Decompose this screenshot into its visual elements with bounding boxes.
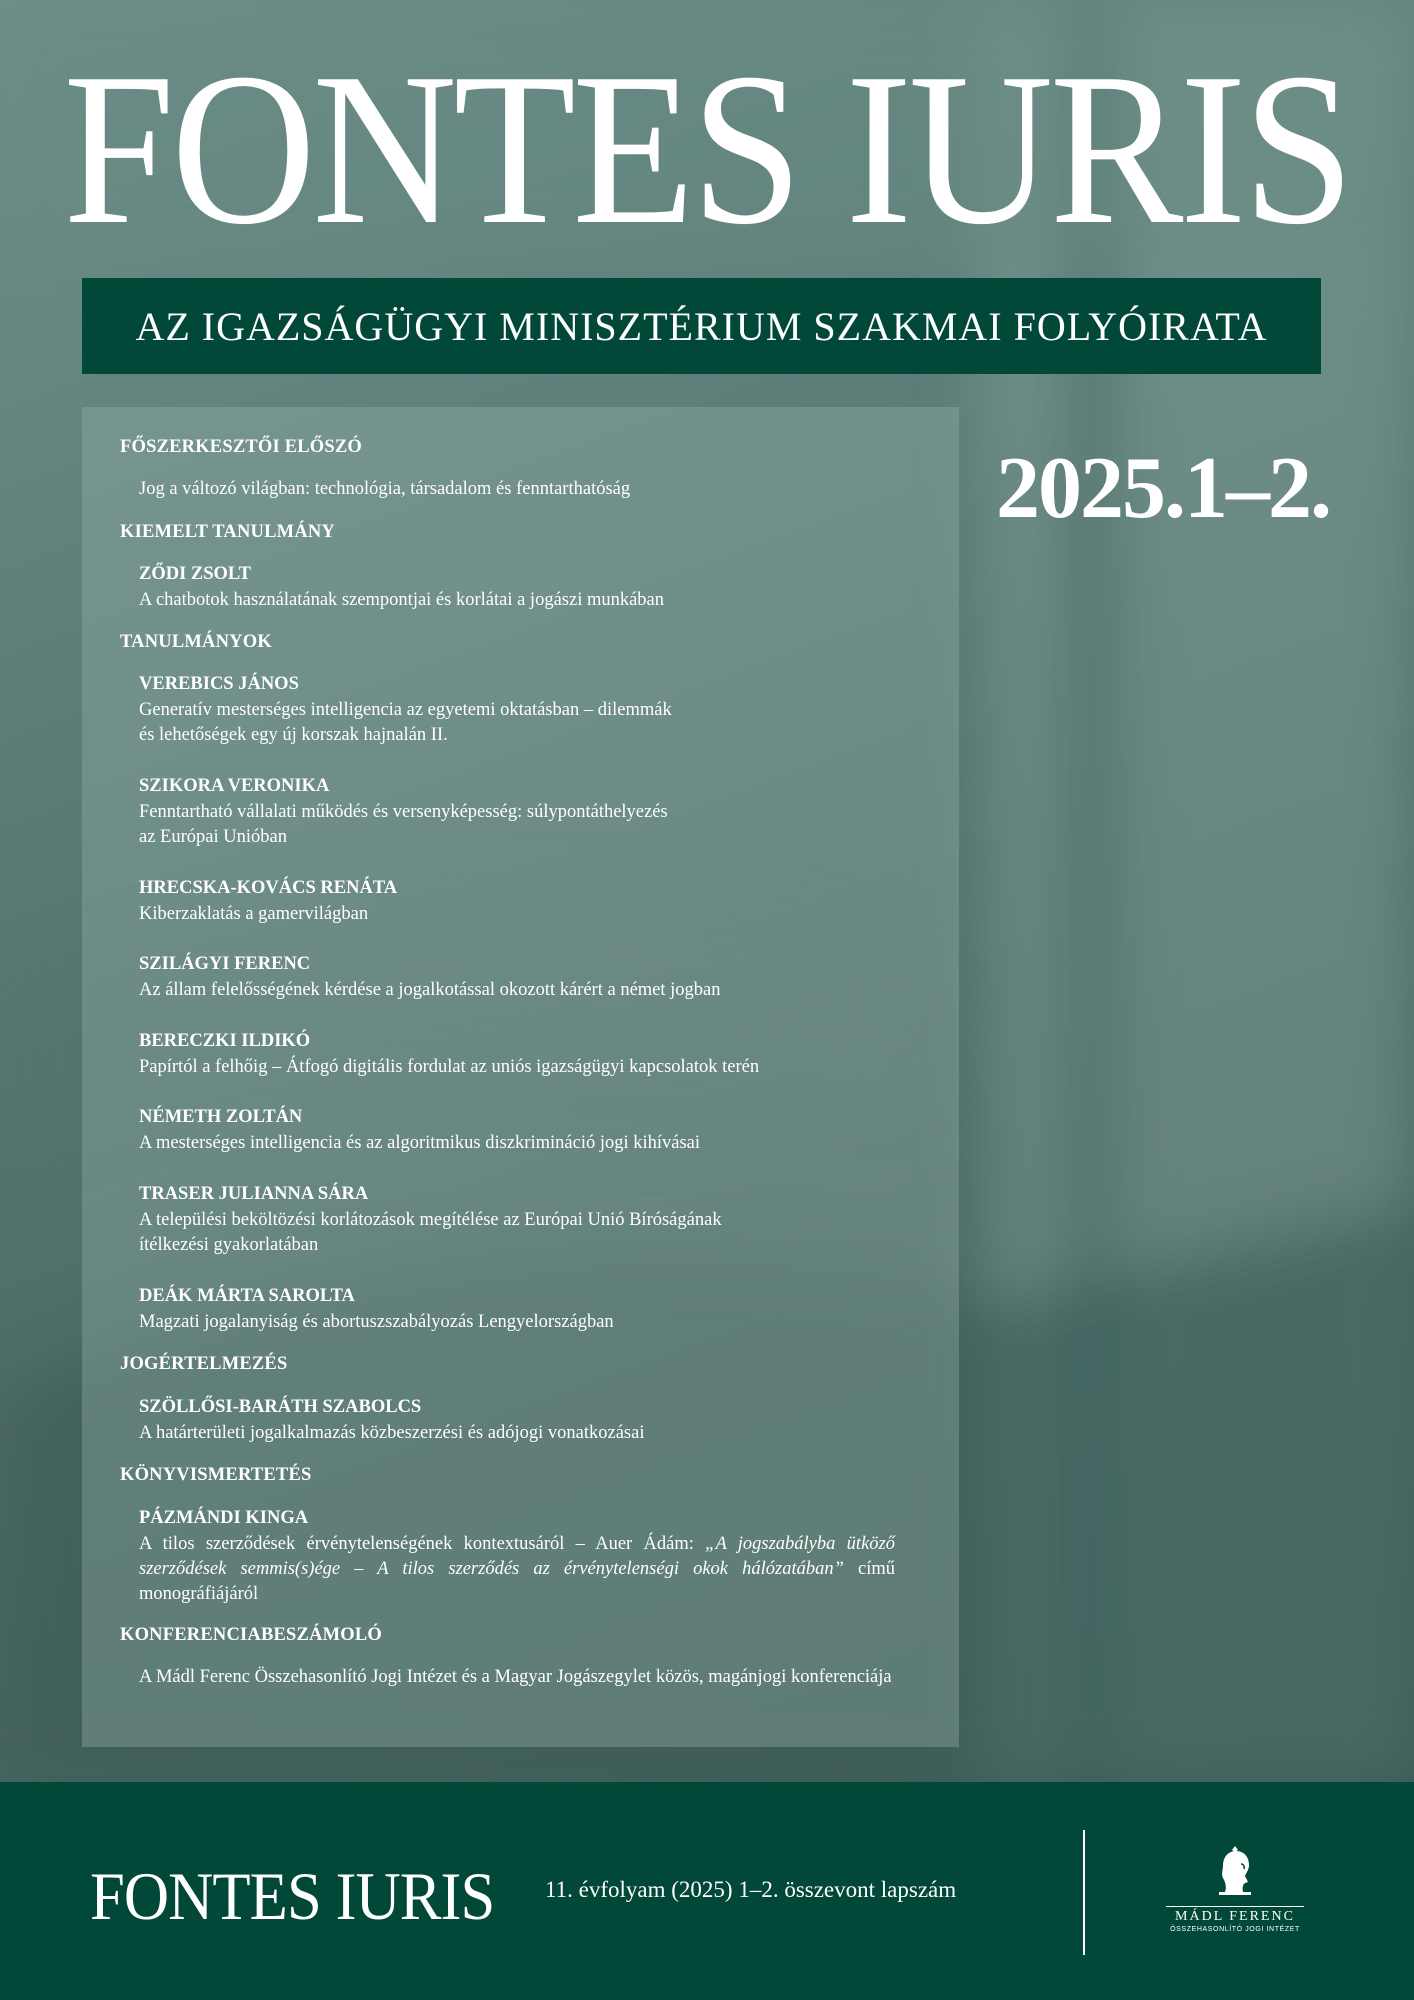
section-heading: KONFERENCIABESZÁMOLÓ xyxy=(120,1625,383,1645)
section-heading: FŐSZERKESZTŐI ELŐSZÓ xyxy=(120,437,363,457)
article-title: A mesterséges intelligencia és az algoritmikus diszkrimináció jogi kihívásai xyxy=(139,1133,701,1153)
table-of-contents xyxy=(82,407,959,1747)
article-title: Magzati jogalanyiság és abortuszszabályozás Lengyelországban xyxy=(139,1312,614,1332)
volume-info: 11. évfolyam (2025) 1–2. összevont lapszám xyxy=(545,1877,957,1902)
section-heading: KÖNYVISMERTETÉS xyxy=(120,1465,312,1485)
review-title-italic: „A jogszabályba ütköző szerződések semmis(s)ége – A tilos szerződés az érvénytelenségi okok hálózatában” xyxy=(139,1534,895,1579)
article-author: HRECSKA-KOVÁCS RENÁTA xyxy=(139,878,398,898)
article-title-line: és lehetőségek egy új korszak hajnalán II. xyxy=(139,725,448,745)
article-title: A Mádl Ferenc Összehasonlító Jogi Intézet és a Magyar Jogászegylet közös, magánjogi konferenciája xyxy=(139,1667,892,1687)
article-author: BERECZKI ILDIKÓ xyxy=(139,1031,311,1051)
article-title-line: az Európai Unióban xyxy=(139,827,287,847)
review-title-plain: című monográfiájáról xyxy=(139,1559,895,1604)
review-title-plain: A tilos szerződések érvénytelenségének kontextusáról – Auer Ádám: xyxy=(139,1534,706,1554)
article-author: NÉMETH ZOLTÁN xyxy=(139,1107,303,1127)
institute-name: MÁDL FERENC xyxy=(1175,1909,1295,1924)
review-title xyxy=(139,1532,895,1607)
article-author: SZIKORA VERONIKA xyxy=(139,776,330,796)
article-title: A chatbotok használatának szempontjai és korlátai a jogászi munkában xyxy=(139,590,665,610)
footer-band xyxy=(0,1782,1414,2000)
article-title: Jog a változó világban: technológia, társadalom és fenntarthatóság xyxy=(139,479,631,499)
section-heading: TANULMÁNYOK xyxy=(120,632,272,652)
article-title: Az állam felelősségének kérdése a jogalkotással okozott kárért a német jogban xyxy=(139,980,721,1000)
article-title-line: A települési beköltözési korlátozások megítélése az Európai Unió Bíróságának xyxy=(139,1210,722,1230)
section-heading: JOGÉRTELMEZÉS xyxy=(120,1354,288,1374)
article-title: A határterületi jogalkalmazás közbeszerzési és adójogi vonatkozásai xyxy=(139,1423,645,1443)
article-author: DEÁK MÁRTA SAROLTA xyxy=(139,1286,355,1306)
article-author: SZILÁGYI FERENC xyxy=(139,954,311,974)
subtitle-band xyxy=(82,278,1321,374)
article-title-line: Generatív mesterséges intelligencia az egyetemi oktatásban – dilemmák xyxy=(139,700,672,720)
institute-subtitle: ÖSSZEHASONLÍTÓ JOGI INTÉZET xyxy=(1170,1926,1300,1933)
institute-logo xyxy=(1160,1842,1310,1933)
institute-rule xyxy=(1166,1906,1304,1907)
article-title: Papírtól a felhőig – Átfogó digitális fordulat az uniós igazságügyi kapcsolatok terén xyxy=(139,1057,760,1077)
masthead-title: FONTES IURIS xyxy=(63,29,1351,270)
footer-logo: FONTES IURIS xyxy=(90,1858,495,1934)
footer-divider xyxy=(1083,1830,1085,1955)
article-author: TRASER JULIANNA SÁRA xyxy=(139,1184,369,1204)
article-title-line: Fenntartható vállalati működés és versenyképesség: súlypontáthelyezés xyxy=(139,802,668,822)
article-author: SZÖLLŐSI-BARÁTH SZABOLCS xyxy=(139,1397,422,1417)
article-author: VEREBICS JÁNOS xyxy=(139,674,299,694)
article-title-line: ítélkezési gyakorlatában xyxy=(139,1235,319,1255)
issue-number: 2025.1–2. xyxy=(996,440,1330,537)
bust-emblem-icon xyxy=(1205,1842,1265,1900)
article-title: Kiberzaklatás a gamervilágban xyxy=(139,904,369,924)
journal-subtitle: AZ IGAZSÁGÜGYI MINISZTÉRIUM SZAKMAI FOLYÓIRATA xyxy=(135,303,1268,349)
article-author: ZŐDI ZSOLT xyxy=(139,564,251,584)
section-heading: KIEMELT TANULMÁNY xyxy=(120,522,335,542)
article-author: PÁZMÁNDI KINGA xyxy=(139,1508,309,1528)
